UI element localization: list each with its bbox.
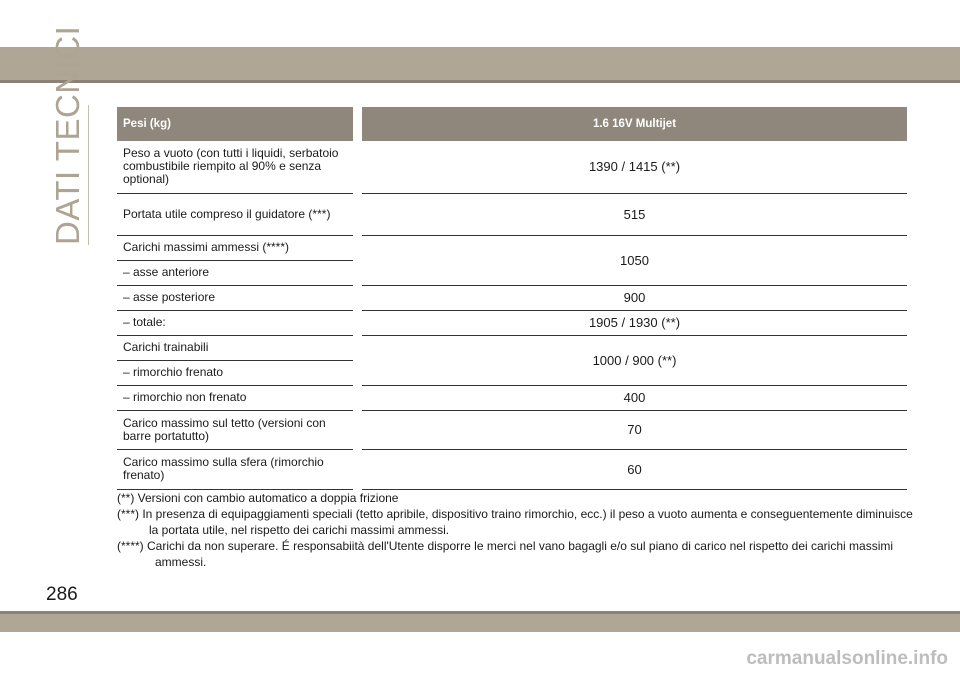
row-value: 900: [362, 285, 907, 310]
table-row: [117, 335, 907, 360]
table-row: [117, 449, 907, 489]
section-title-rule: [88, 105, 89, 245]
table-row: [117, 141, 907, 193]
row-value: 515: [362, 193, 907, 235]
section-title: DATI TECNICI: [49, 25, 86, 245]
row-value: 60: [362, 449, 907, 489]
row-label: – totale:: [117, 310, 353, 335]
row-value: 1905 / 1930 (**): [362, 310, 907, 335]
row-label: Carico massimo sul tetto (versioni con barre portatutto): [117, 410, 353, 449]
row-value: 1050: [362, 235, 907, 285]
row-label: – asse anteriore: [117, 260, 353, 285]
top-divider: [0, 80, 960, 83]
table-row: [117, 235, 907, 260]
table-row: [117, 310, 907, 335]
row-label: – asse posteriore: [117, 285, 353, 310]
row-label: Peso a vuoto (con tutti i liquidi, serbatoio combustibile riempito al 90% e senza optional): [117, 141, 353, 193]
footnote-equipment: (***) In presenza di equipaggiamenti speciali (tetto apribile, dispositivo traino rimorchio, ecc.) il peso a vuoto aumenta e conseguentemente diminuisce la portata utile, nel rispetto dei carichi massimi ammessi.: [117, 507, 913, 537]
row-value: 400: [362, 385, 907, 410]
table-row: [117, 193, 907, 235]
row-label: – rimorchio frenato: [117, 360, 353, 385]
header-engine: 1.6 16V Multijet: [362, 107, 907, 141]
watermark: carmanualsonline.info: [746, 648, 948, 669]
top-decorative-band: [0, 47, 960, 80]
footnote-max-loads: (****) Carichi da non superare. É responsabiità dell'Utente disporre le merci nel vano bagagli e/o sul piano di carico nel rispetto dei carichi massimi ammessi.: [117, 539, 894, 569]
row-label: Portata utile compreso il guidatore (***): [117, 193, 353, 235]
row-label: Carico massimo sulla sfera (rimorchio frenato): [117, 449, 353, 489]
table-row: [117, 410, 907, 449]
table-row: [117, 285, 907, 310]
page-number: 286: [46, 584, 78, 605]
footnotes: [117, 490, 917, 570]
row-label: Carichi massimi ammessi (****): [117, 235, 353, 260]
table-header-row: [117, 107, 907, 141]
table-row: [117, 385, 907, 410]
bottom-decorative-band: [0, 614, 960, 632]
header-weights: Pesi (kg): [117, 107, 353, 141]
weights-table: [117, 107, 907, 490]
row-value: 1390 / 1415 (**): [362, 141, 907, 193]
row-label: Carichi trainabili: [117, 335, 353, 360]
row-label: – rimorchio non frenato: [117, 385, 353, 410]
footnote-automatic: (**) Versioni con cambio automatico a doppia frizione: [117, 491, 399, 505]
row-value: 1000 / 900 (**): [362, 335, 907, 385]
row-value: 70: [362, 410, 907, 449]
